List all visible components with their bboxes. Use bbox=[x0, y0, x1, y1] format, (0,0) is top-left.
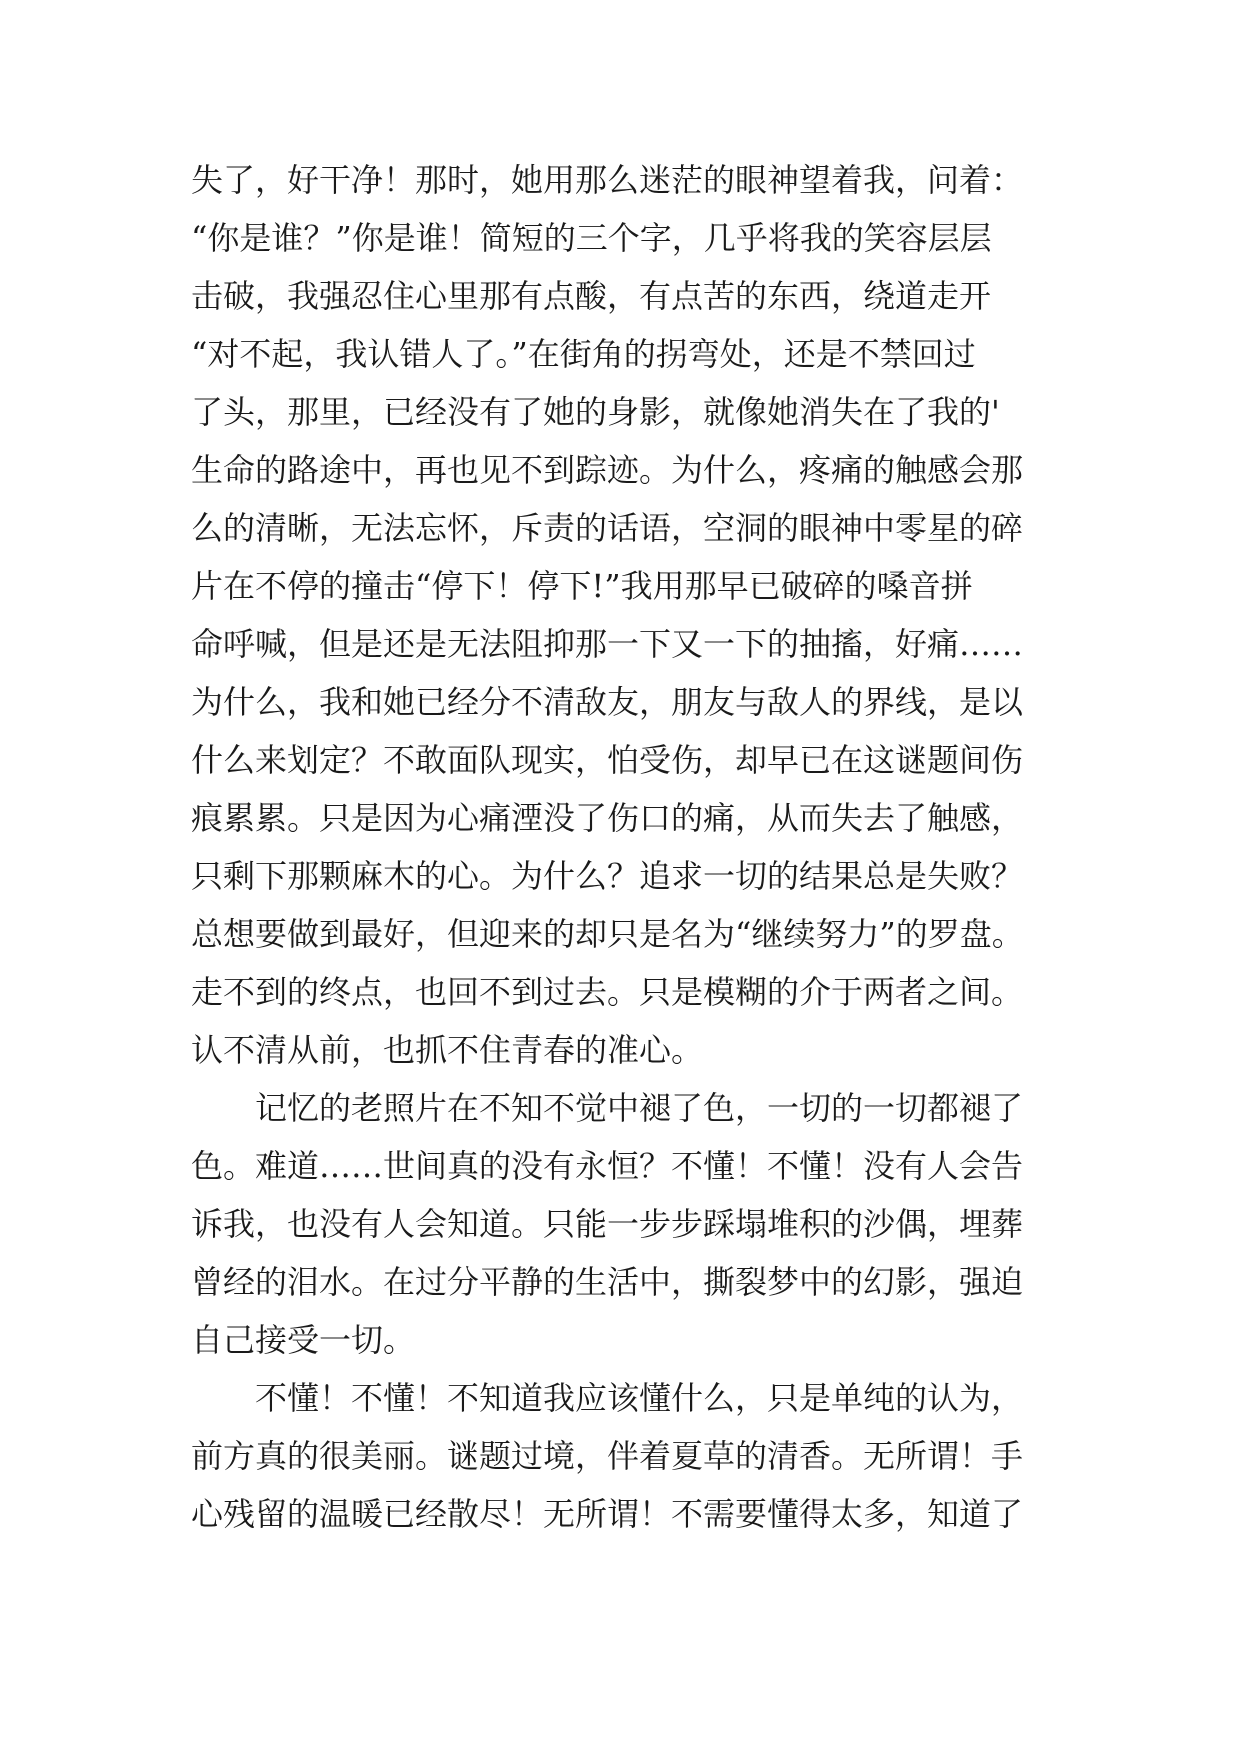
text-line: 为什么，我和她已经分不清敌友，朋友与敌人的界线，是以 bbox=[191, 683, 1024, 721]
text-line: 痕累累。只是因为心痛湮没了伤口的痛，从而失去了触感， bbox=[191, 799, 1024, 837]
text-line: 片在不停的撞击“停下！停下!”我用那早已破碎的嗓音拼 bbox=[191, 567, 973, 605]
paragraph-first-line: 记忆的老照片在不知不觉中褪了色，一切的一切都褪了 bbox=[255, 1089, 1024, 1127]
text-line: 心残留的温暖已经散尽！无所谓！不需要懂得太多，知道了 bbox=[191, 1495, 1024, 1533]
text-line: “对不起，我认错人了。”在街角的拐弯处，还是不禁回过 bbox=[191, 335, 976, 373]
text-line: 色。难道……世间真的没有永恒？不懂！不懂！没有人会告 bbox=[191, 1147, 1024, 1185]
paragraph-first-line: 不懂！不懂！不知道我应该懂什么，只是单纯的认为， bbox=[255, 1379, 1024, 1417]
text-line: 曾经的泪水。在过分平静的生活中，撕裂梦中的幻影，强迫 bbox=[191, 1263, 1024, 1301]
text-line: 生命的路途中，再也见不到踪迹。为什么，疼痛的触感会那 bbox=[191, 451, 1024, 489]
text-line: 总想要做到最好，但迎来的却只是名为“继续努力”的罗盘。 bbox=[191, 915, 1024, 953]
text-line: 了头，那里，已经没有了她的身影，就像她消失在了我的' bbox=[191, 393, 1000, 431]
text-line: 走不到的终点，也回不到过去。只是模糊的介于两者之间。 bbox=[191, 973, 1024, 1011]
text-line: 么的清晰，无法忘怀，斥责的话语，空洞的眼神中零星的碎 bbox=[191, 509, 1024, 547]
text-line: 命呼喊，但是还是无法阻抑那一下又一下的抽搐，好痛…… bbox=[191, 625, 1024, 663]
text-line: 只剩下那颗麻木的心。为什么？追求一切的结果总是失败？ bbox=[191, 857, 1024, 895]
text-line: “你是谁？”你是谁！简短的三个字，几乎将我的笑容层层 bbox=[191, 219, 992, 257]
text-line: 前方真的很美丽。谜题过境，伴着夏草的清香。无所谓！手 bbox=[191, 1437, 1024, 1475]
text-line: 认不清从前，也抓不住青春的准心。 bbox=[191, 1031, 704, 1069]
text-line: 自己接受一切。 bbox=[191, 1321, 416, 1359]
text-line: 什么来划定？不敢面队现实，怕受伤，却早已在这谜题间伤 bbox=[191, 741, 1024, 779]
text-line: 击破，我强忍住心里那有点酸，有点苦的东西，绕道走开 bbox=[191, 277, 992, 315]
text-line: 失了，好干净！那时，她用那么迷茫的眼神望着我，问着： bbox=[191, 161, 1024, 199]
text-line: 诉我，也没有人会知道。只能一步步踩塌堆积的沙偶，埋葬 bbox=[191, 1205, 1024, 1243]
